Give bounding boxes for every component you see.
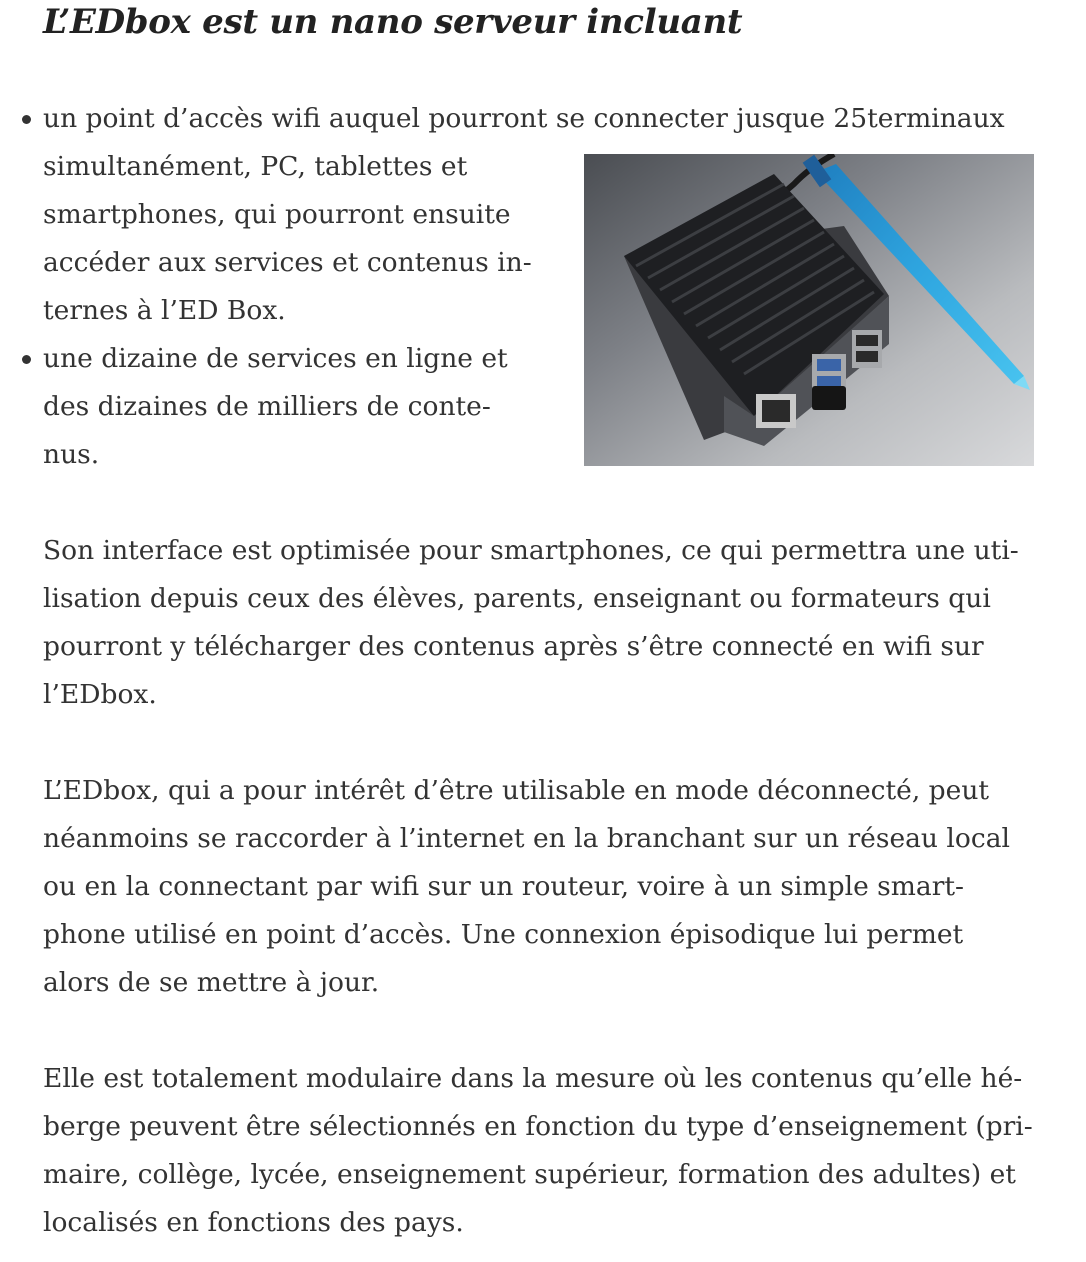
list-item-line: des dizaines de milliers de conte-: [43, 391, 491, 422]
paragraph-line: alors de se mettre à jour.: [43, 967, 380, 998]
list-item-line: simultanément, PC, tablettes et: [43, 151, 468, 182]
paragraph-modular: [43, 1055, 1033, 1247]
list-item-line: ternes à l’ED Box.: [43, 295, 286, 326]
paragraph-interface: [43, 527, 1019, 719]
paragraph-line: Elle est totalement modulaire dans la mesure où les contenus qu’elle hé-: [43, 1063, 1023, 1094]
list-item-line: accéder aux services et contenus in-: [43, 247, 532, 278]
paragraph-line: localisés en fonctions des pays.: [43, 1207, 464, 1238]
paragraph-line: lisation depuis ceux des élèves, parents, enseignant ou formateurs qui: [43, 583, 991, 614]
section-heading: L’EDbox est un nano serveur incluant: [43, 2, 743, 42]
paragraph-line: maire, collège, lycée, enseignement supérieur, formation des adultes) et: [43, 1159, 1016, 1190]
list-item-line: smartphones, qui pourront ensuite: [43, 199, 511, 230]
paragraph-line: berge peuvent être sélectionnés en fonction du type d’enseignement (pri-: [43, 1111, 1033, 1142]
paragraph-line: L’EDbox, qui a pour intérêt d’être utilisable en mode déconnecté, peut: [43, 775, 990, 806]
edbox-photo: [584, 154, 1034, 466]
list-item-line: une dizaine de services en ligne et: [43, 343, 508, 374]
paragraph-line: ou en la connectant par wifi sur un routeur, voire à un simple smart-: [43, 871, 964, 902]
paragraph-offline: [43, 767, 1010, 1007]
paragraph-line: néanmoins se raccorder à l’internet en la branchant sur un réseau local: [43, 823, 1010, 854]
list-item-line: un point d’accès wifi auquel pourront se connecter jusque 25terminaux: [43, 103, 1005, 134]
list-item-line: nus.: [43, 439, 100, 470]
paragraph-line: Son interface est optimisée pour smartphones, ce qui permettra une uti-: [43, 535, 1019, 566]
paragraph-line: pourront y télécharger des contenus après s’être connecté en wifi sur: [43, 631, 984, 662]
paragraph-line: l’EDbox.: [43, 679, 157, 710]
paragraph-line: phone utilisé en point d’accès. Une connexion épisodique lui permet: [43, 919, 964, 950]
